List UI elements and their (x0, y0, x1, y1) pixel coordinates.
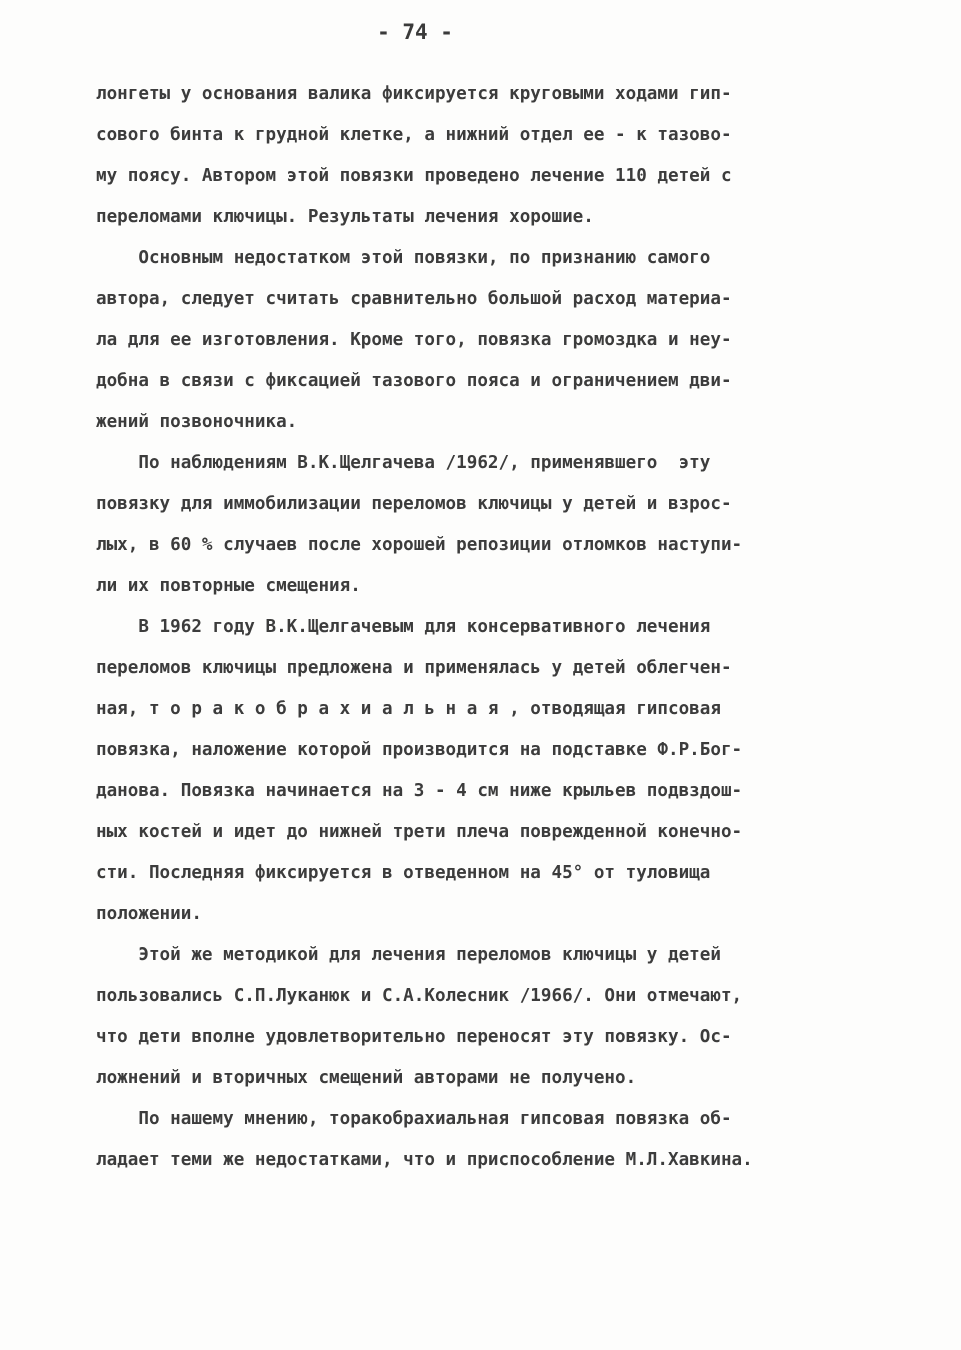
text-line: автора, следует считать сравнительно большой расход материа- (96, 289, 732, 309)
text-line: му поясу. Автором этой повязки проведено лечение 110 детей с (96, 166, 732, 186)
text-line: что дети вполне удовлетворительно переносят эту повязку. Ос- (96, 1027, 732, 1047)
text-line: пользовались С.П.Луканюк и С.А.Колесник /1966/. Они отмечают, (96, 986, 743, 1006)
text-line: ная, т о р а к о б р а х и а л ь н а я , отводящая гипсовая (96, 699, 721, 719)
text-line: В 1962 году В.К.Щелгачевым для консервативного лечения (96, 617, 711, 637)
text-line: повязка, наложение которой производится на подставке Ф.Р.Бог- (96, 740, 743, 760)
text-line: данова. Повязка начинается на 3 - 4 см ниже крыльев подвздош- (96, 781, 743, 801)
text-line: жений позвоночника. (96, 412, 298, 432)
text-line: переломами ключицы. Результаты лечения хорошие. (96, 207, 594, 227)
text-line: По наблюдениям В.К.Щелгачева /1962/, применявшего эту (96, 453, 711, 473)
text-line: сового бинта к грудной клетке, а нижний отдел ее - к тазово- (96, 125, 732, 145)
text-line: сти. Последняя фиксируется в отведенном на 45° от туловища (96, 863, 711, 883)
text-line: Этой же методикой для лечения переломов ключицы у детей (96, 945, 721, 965)
text-line: лых, в 60 % случаев после хорошей репозиции отломков наступи- (96, 535, 743, 555)
text-line: Основным недостатком этой повязки, по признанию самого (96, 248, 711, 268)
text-line: ложнений и вторичных смещений авторами не получено. (96, 1068, 637, 1088)
text-line: переломов ключицы предложена и применялась у детей облегчен- (96, 658, 732, 678)
text-line: добна в связи с фиксацией тазового пояса и ограничением дви- (96, 371, 732, 391)
text-line: ных костей и идет до нижней трети плеча поврежденной конечно- (96, 822, 743, 842)
text-line: ла для ее изготовления. Кроме того, повязка громоздка и неу- (96, 330, 732, 350)
text-line: По нашему мнению, торакобрахиальная гипсовая повязка об- (96, 1109, 732, 1129)
text-line: лонгеты у основания валика фиксируется круговыми ходами гип- (96, 84, 732, 104)
text-line: положении. (96, 904, 202, 924)
text-line: ладает теми же недостатками, что и приспособление М.Л.Хавкина. (96, 1150, 753, 1170)
text-line: ли их повторные смещения. (96, 576, 361, 596)
text-line: повязку для иммобилизации переломов ключицы у детей и взрос- (96, 494, 732, 514)
page-number: - 74 - (377, 20, 453, 44)
